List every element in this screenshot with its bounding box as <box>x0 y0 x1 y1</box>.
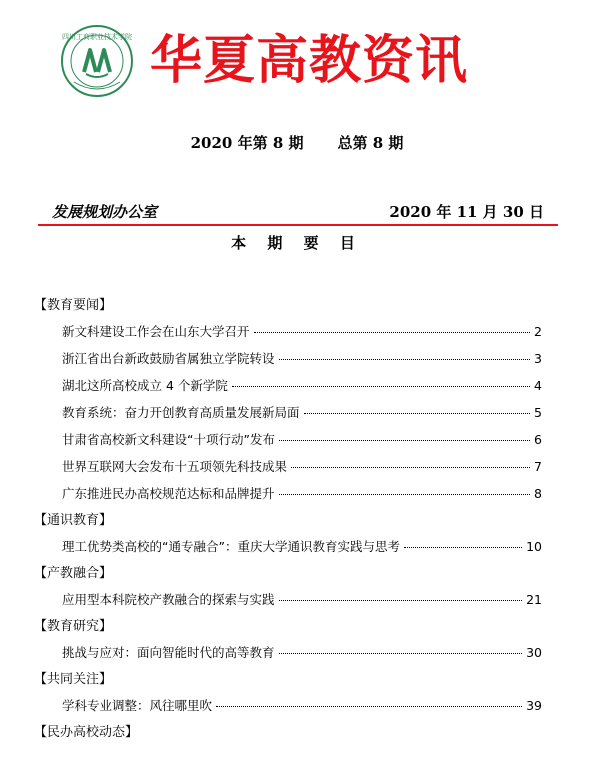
leader-dots <box>404 547 522 548</box>
toc-title: 本 期 要 目 <box>231 234 363 252</box>
toc-entry[interactable] <box>62 376 542 394</box>
leader-dots <box>291 467 530 468</box>
entry-title: 广东推进民办高校规范达标和品牌提升 <box>62 486 275 501</box>
leader-dots <box>254 332 531 333</box>
toc-section: 【共同关注】 <box>34 672 113 687</box>
entry-title: 应用型本科院校产教融合的探索与实践 <box>62 592 275 607</box>
toc-section: 【民办高校动态】 <box>34 725 139 740</box>
leader-dots <box>279 359 531 360</box>
toc-entry[interactable] <box>62 537 542 555</box>
entry-page: 6 <box>534 432 542 447</box>
toc-entry[interactable] <box>62 590 542 608</box>
entry-title: 甘肃省高校新文科建设“十项行动”发布 <box>62 432 275 447</box>
entry-page: 4 <box>534 378 542 393</box>
entry-page: 3 <box>534 351 542 366</box>
entry-page: 10 <box>526 539 542 554</box>
entry-title: 世界互联网大会发布十五项领先科技成果 <box>62 459 288 474</box>
toc-entry[interactable] <box>62 322 542 340</box>
toc-section: 【教育研究】 <box>34 619 113 634</box>
toc-section: 【产教融合】 <box>34 566 113 581</box>
issue-number: 2020 年第 8 期 <box>190 134 304 152</box>
entry-title: 新文科建设工作会在山东大学召开 <box>62 324 250 339</box>
toc-entry[interactable] <box>62 484 542 502</box>
toc-entry[interactable] <box>62 457 542 475</box>
entry-title: 浙江省出台新政鼓励省属独立学院转设 <box>62 351 275 366</box>
entry-page: 21 <box>526 592 542 607</box>
masthead-title: 华夏高教资讯 <box>150 31 469 91</box>
entry-page: 2 <box>534 324 542 339</box>
toc-section: 【教育要闻】 <box>34 298 113 313</box>
toc-entry[interactable] <box>62 349 542 367</box>
entry-page: 8 <box>534 486 542 501</box>
toc-entry[interactable] <box>62 643 542 661</box>
entry-title: 湖北这所高校成立 4 个新学院 <box>62 378 228 393</box>
total-issue-number: 总第 8 期 <box>337 134 404 152</box>
entry-title: 理工优势类高校的“通专融合”：重庆大学通识教育实践与思考 <box>62 539 400 554</box>
toc-entry[interactable] <box>62 430 542 448</box>
university-logo-icon <box>60 24 134 98</box>
leader-dots <box>279 440 530 441</box>
publish-date: 2020 年 11 月 30 日 <box>389 203 544 221</box>
leader-dots <box>279 653 523 654</box>
publisher-office: 发展规划办公室 <box>52 203 158 221</box>
toc-section: 【通识教育】 <box>34 513 113 528</box>
entry-title: 学科专业调整：风往哪里吹 <box>62 698 213 713</box>
toc-entry[interactable] <box>62 696 542 714</box>
entry-title: 挑战与应对：面向智能时代的高等教育 <box>62 645 275 660</box>
toc-entry[interactable] <box>62 403 542 421</box>
entry-page: 39 <box>526 698 542 713</box>
entry-page: 5 <box>534 405 542 420</box>
entry-page: 30 <box>526 645 542 660</box>
leader-dots <box>279 600 523 601</box>
leader-dots <box>216 706 522 707</box>
header-divider <box>38 224 558 226</box>
logo-text: 四川工商职业技术学院 <box>62 33 132 41</box>
leader-dots <box>279 494 531 495</box>
leader-dots <box>232 386 530 387</box>
entry-page: 7 <box>534 459 542 474</box>
issue-line <box>0 132 594 153</box>
entry-title: 教育系统：奋力开创教育高质量发展新局面 <box>62 405 300 420</box>
leader-dots <box>304 413 531 414</box>
